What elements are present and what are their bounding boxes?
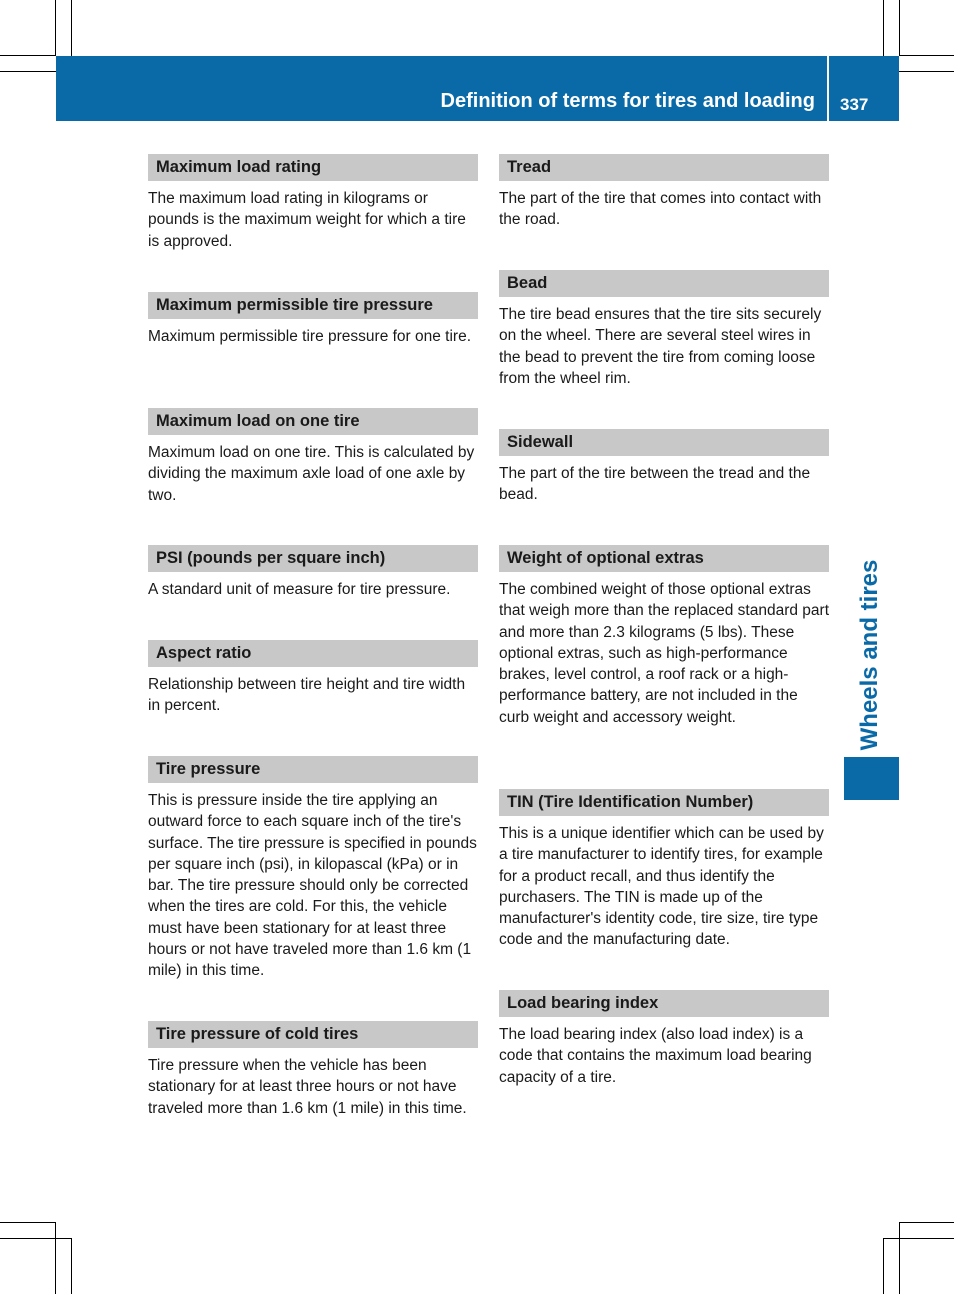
crop-mark [55, 0, 56, 56]
crop-mark [0, 55, 56, 56]
section-bead [499, 270, 829, 389]
section-text: The part of the tire that comes into contact with the road. [499, 190, 822, 229]
section-maximum-load-on-one-tire [148, 408, 478, 506]
page-title: Definition of terms for tires and loading [440, 90, 815, 112]
section-text: This is pressure inside the tire applying an outward force to each square inch of the tire's surface. The tire pressure is specified in pounds per square inch (psi), in kilopascal (kPa) or in bar. The tire pressure should only be corrected when the tires are cold. For this, the vehicle must have been stationary for at least three hours or not have traveled more than 1.6 km (1 mile) in this time. [148, 792, 477, 980]
page-number: 337 [840, 95, 869, 114]
section-heading: TIN (Tire Identification Number) [499, 789, 829, 816]
section-sidewall [499, 429, 829, 506]
section-heading: Maximum load rating [148, 154, 478, 181]
section-heading: PSI (pounds per square inch) [148, 545, 478, 572]
crop-mark [883, 1238, 884, 1294]
section-heading: Maximum permissible tire pressure [148, 292, 478, 319]
section-heading: Load bearing index [499, 990, 829, 1017]
section-heading: Bead [499, 270, 829, 297]
crop-mark [899, 55, 954, 56]
crop-mark [899, 71, 954, 72]
crop-mark [899, 1222, 954, 1223]
crop-mark [883, 1238, 954, 1239]
crop-mark [55, 1222, 56, 1294]
section-text: A standard unit of measure for tire pressure. [148, 581, 451, 598]
crop-mark [71, 1238, 72, 1294]
section-heading: Maximum load on one tire [148, 408, 478, 435]
section-heading: Aspect ratio [148, 640, 478, 667]
section-aspect-ratio [148, 640, 478, 717]
section-heading: Tire pressure [148, 756, 478, 783]
crop-mark [0, 1238, 72, 1239]
section-text: The combined weight of those optional extras that weigh more than the replaced standard part and more than 2.3 kilograms (5 lbs). These optional extras, such as high-performance brakes, level control, a roof rack or a high-performance battery, are not included in the curb weight and accessory weight. [499, 581, 830, 726]
section-weight-of-optional-extras [499, 545, 829, 728]
section-tire-pressure [148, 756, 478, 982]
crop-mark [883, 0, 884, 56]
crop-mark [71, 0, 72, 56]
section-text: Relationship between tire height and tire width in percent. [148, 676, 466, 715]
section-psi [148, 545, 478, 600]
section-heading: Weight of optional extras [499, 545, 829, 572]
section-tread [499, 154, 829, 231]
section-text: The part of the tire between the tread and the bead. [499, 465, 811, 504]
section-text: The maximum load rating in kilograms or pounds is the maximum weight for which a tire is approved. [148, 190, 466, 250]
crop-mark [899, 1222, 900, 1294]
section-heading: Tread [499, 154, 829, 181]
section-tire-pressure-of-cold-tires [148, 1021, 478, 1119]
header-divider [827, 56, 829, 121]
section-heading: Sidewall [499, 429, 829, 456]
chapter-tab-label: Wheels and tires [856, 559, 883, 751]
section-heading: Tire pressure of cold tires [148, 1021, 478, 1048]
section-text: This is a unique identifier which can be used by a tire manufacturer to identify tires, for example for a product recall, and thus identify the purchasers. The TIN is made up of the manufacturer's identity code, tire size, tire type code and the manufacturing date. [499, 825, 824, 949]
section-tin [499, 789, 829, 951]
crop-mark [0, 71, 56, 72]
section-text: The tire bead ensures that the tire sits securely on the wheel. There are several steel wires in the bead to prevent the tire from coming loose from the wheel rim. [499, 306, 822, 387]
section-text: Maximum load on one tire. This is calculated by dividing the maximum axle load of one axle by two. [148, 444, 475, 504]
section-load-bearing-index [499, 990, 829, 1088]
section-maximum-permissible-tire-pressure [148, 292, 478, 347]
section-maximum-load-rating [148, 154, 478, 252]
crop-mark [899, 0, 900, 56]
section-text: The load bearing index (also load index) is a code that contains the maximum load bearing capacity of a tire. [499, 1026, 812, 1086]
chapter-tab-marker [844, 757, 899, 800]
crop-mark [0, 1222, 56, 1223]
section-text: Tire pressure when the vehicle has been stationary for at least three hours or not have traveled more than 1.6 km (1 mile) in this time. [148, 1057, 467, 1117]
section-text: Maximum permissible tire pressure for one tire. [148, 328, 472, 345]
